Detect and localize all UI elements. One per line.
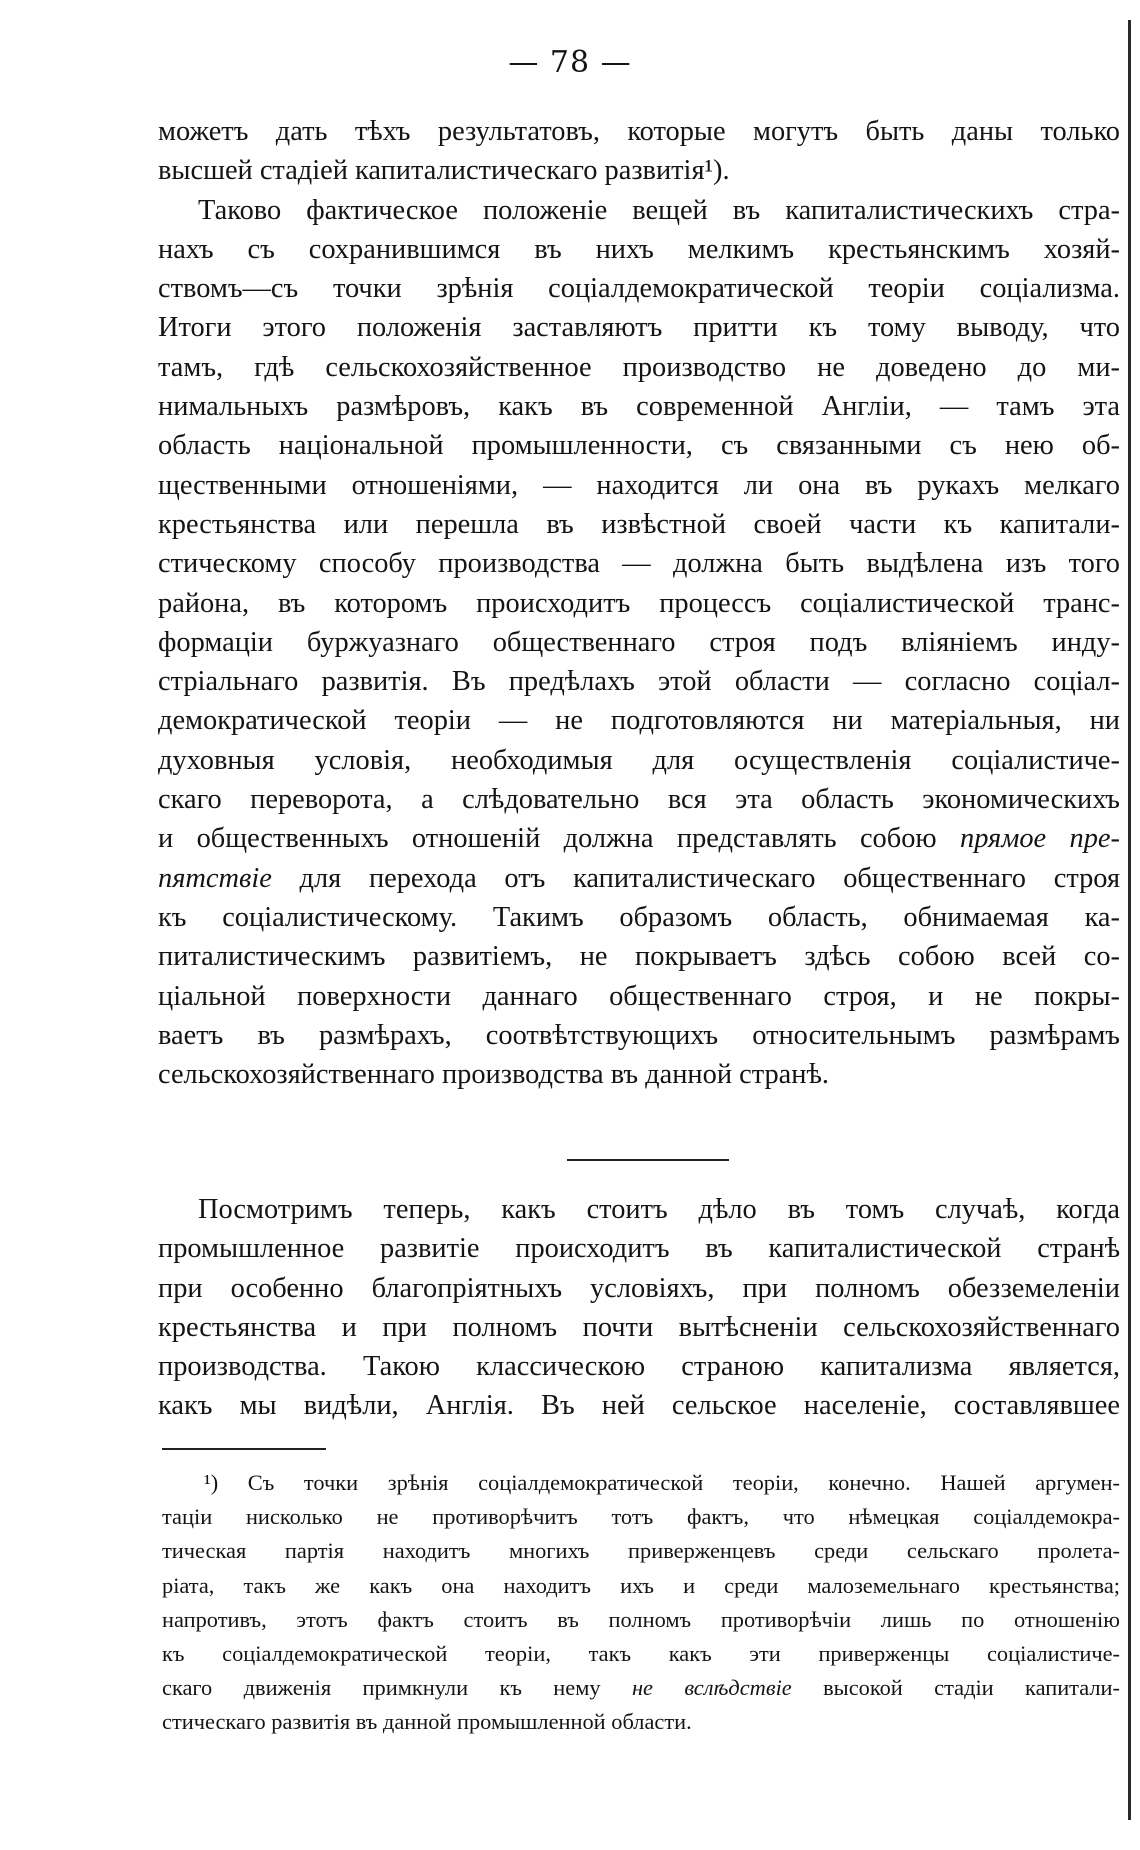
text-segment: скаго движенія примкнули къ нему xyxy=(162,1675,632,1701)
footnote-line-with-italic xyxy=(162,1671,1120,1705)
section-divider xyxy=(567,1159,729,1161)
text-segment: высокой стадіи капитали- xyxy=(791,1675,1120,1701)
footnote-line: напротивъ, этотъ фактъ стоитъ въ полномъ противорѣчіи лишь по отношенію xyxy=(162,1606,1120,1632)
text-line: ваетъ въ размѣрахъ, соотвѣтствующихъ относительнымъ размѣрамъ xyxy=(158,1019,1120,1051)
text-line: скаго переворота, а слѣдовательно вся эта область экономическихъ xyxy=(158,784,1120,816)
text-line: крестьянства и при полномъ почти вытѣсненіи сельскохозяйственнаго xyxy=(158,1311,1120,1343)
text-segment: и общественныхъ отношеній должна представлять собою xyxy=(158,823,960,855)
text-line: промышленное развитіе происходитъ въ капиталистической странѣ xyxy=(158,1233,1120,1265)
footnote-last-line xyxy=(162,1705,1120,1739)
text-line: стическому способу производства — должна быть выдѣлена изъ того xyxy=(158,548,1120,580)
text-line: стріальнаго развитія. Въ предѣлахъ этой области — согласно соціал- xyxy=(158,666,1120,698)
text-line: района, въ которомъ происходитъ процессъ соціалистической транс- xyxy=(158,587,1120,619)
paragraph-first-line: Посмотримъ теперь, какъ стоитъ дѣло въ томъ случаѣ, когда xyxy=(198,1194,1120,1225)
italic-segment: пятствіе xyxy=(158,862,272,894)
text-line: производства. Такою классическою страною капитализма является, xyxy=(158,1351,1120,1383)
text-line: Итоги этого положенія заставляютъ притти къ тому выводу, что xyxy=(158,312,1120,344)
text-line: какъ мы видѣли, Англія. Въ ней сельское населеніе, составлявшее xyxy=(158,1390,1120,1422)
text-line: крестьянства или перешла въ извѣстной своей части къ капитали- xyxy=(158,508,1120,540)
footnote-line: къ соціалдемократической теоріи, такъ какъ эти приверженцы соціалистиче- xyxy=(162,1641,1120,1667)
page-edge-line xyxy=(1128,20,1131,1820)
footnote-line: тическая партія находитъ многихъ приверженцевъ среди сельскаго пролета- xyxy=(162,1538,1120,1564)
footnote-first-line xyxy=(162,1466,1120,1500)
footnote-line: ріата, такъ же какъ она находитъ ихъ и среди малоземельнаго крестьянства; xyxy=(162,1572,1120,1598)
footnote-divider xyxy=(162,1448,326,1450)
text-line: питалистическимъ развитіемъ, не покрываетъ здѣсь собою всей со- xyxy=(158,941,1120,973)
text-segment: для перехода отъ капиталистическаго общественнаго строя xyxy=(271,862,1120,894)
italic-segment: не вслѣдствіе xyxy=(631,1675,792,1701)
text-line: нимальныхъ размѣровъ, какъ въ современной Англіи, — тамъ эта xyxy=(158,391,1120,423)
text-line: демократической теоріи — не подготовляются ни матеріальныя, ни xyxy=(158,705,1120,737)
text-line: при особенно благопріятныхъ условіяхъ, при полномъ обезземеленіи xyxy=(158,1272,1120,1304)
footnote-line: таціи нисколько не противорѣчитъ тотъ фактъ, что нѣмецкая соціалдемокра- xyxy=(162,1504,1120,1530)
main-text-block-1 xyxy=(158,112,1120,1094)
text-line-content: высшей стадіей капиталистическаго развитія¹). xyxy=(158,155,730,187)
text-line: тамъ, гдѣ сельскохозяйственное производство не доведено до ми- xyxy=(158,351,1120,383)
text-line: духовныя условія, необходимыя для осуществленія соціалистиче- xyxy=(158,744,1120,776)
text-line: ціальной поверхности даннаго общественнаго строя, и не покры- xyxy=(158,980,1120,1012)
text-line: щественными отношеніями, — находится ли она въ рукахъ мелкаго xyxy=(158,469,1120,501)
text-line-with-italic xyxy=(158,859,1120,898)
paragraph-last-line xyxy=(158,1055,1120,1094)
text-line: можетъ дать тѣхъ результатовъ, которые могутъ быть даны только xyxy=(158,116,1120,147)
text-line: формаціи буржуазнаго общественнаго строя подъ вліяніемъ инду- xyxy=(158,626,1120,658)
text-line: къ соціалистическому. Такимъ образомъ область, обнимаемая ка- xyxy=(158,901,1120,933)
page-number: — 78 — xyxy=(508,45,632,80)
text-line-content: стическаго развитія въ данной промышленной области. xyxy=(162,1709,692,1735)
text-line: ствомъ—съ точки зрѣнія соціалдемократической теоріи соціализма. xyxy=(158,273,1120,305)
italic-segment: прямое пре- xyxy=(960,823,1120,855)
text-line-content: сельскохозяйственнаго производства въ данной странѣ. xyxy=(158,1059,829,1091)
footnote-marker: ¹) xyxy=(204,1470,219,1495)
text-line xyxy=(158,151,1120,190)
paragraph-first-line: Таково фактическое положеніе вещей въ капиталистическихъ стра- xyxy=(198,194,1120,226)
footnote xyxy=(162,1466,1120,1740)
main-text-block-2 xyxy=(158,1190,1120,1426)
text-segment: Съ точки зрѣнія соціалдемократической теоріи, конечно. Нашей аргумен- xyxy=(218,1470,1120,1495)
text-line: область національной промышленности, съ связанными съ нею об- xyxy=(158,430,1120,462)
text-line-with-italic xyxy=(158,819,1120,858)
text-line: нахъ съ сохранившимся въ нихъ мелкимъ крестьянскимъ хозяй- xyxy=(158,233,1120,265)
